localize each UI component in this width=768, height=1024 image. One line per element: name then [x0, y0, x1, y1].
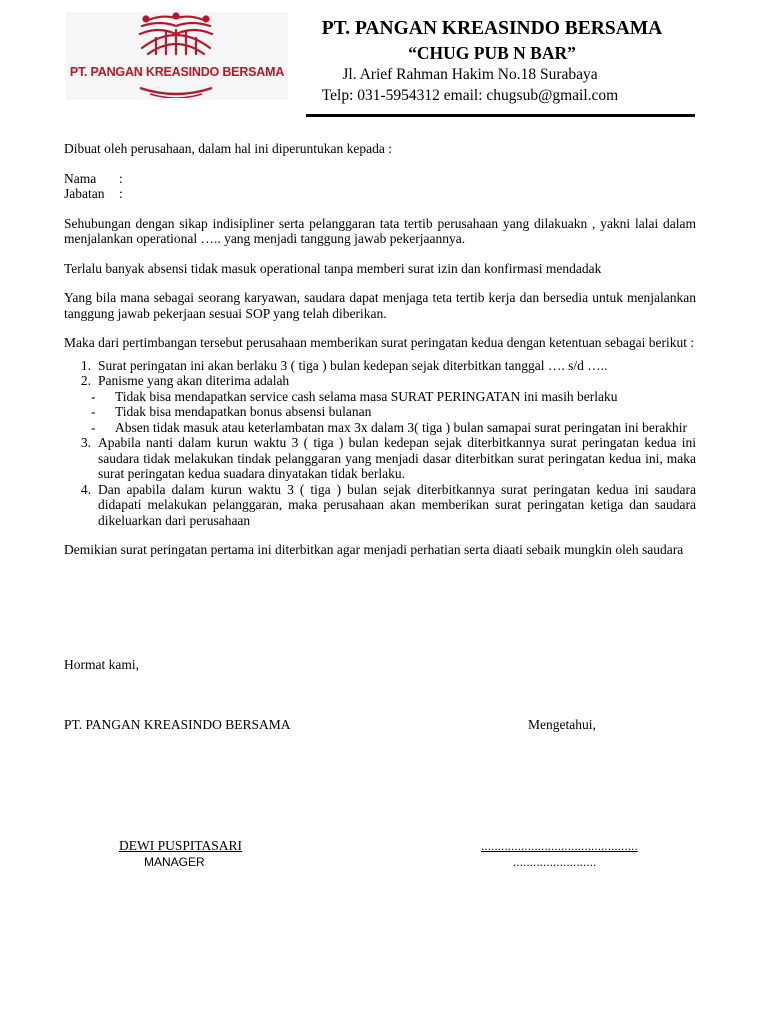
field-nama [64, 171, 696, 187]
list-text: Panisme yang akan diterima adalah [98, 373, 290, 388]
sublist-item [64, 404, 696, 420]
regards-text: Hormat kami, [64, 657, 139, 672]
signature-company: PT. PANGAN KREASINDO BERSAMA [64, 717, 291, 732]
terms-list [64, 358, 696, 529]
company-name: PT. PANGAN KREASINDO BERSAMA [321, 18, 663, 39]
list-number: 3. [80, 435, 91, 450]
paragraph-3: Yang bila mana sebagai seorang karyawan, saudara dapat menjaga teta tertib kerja dan bersedia untuk menjalankan tanggung jawab pekerjaan sesuai SOP yang telah diberikan. [64, 290, 696, 321]
intro-text: Dibuat oleh perusahaan, dalam hal ini diperuntukan kepada : [64, 141, 393, 156]
sublist-dash: - [91, 419, 96, 435]
recipient-fields [64, 171, 696, 202]
sublist-text: Absen tidak masuk atau keterlambatan max 3x dalam 3( tiga ) bulan samapai surat peringatan ini berakhir [115, 419, 688, 435]
letter-body [64, 141, 696, 558]
bridge-logo-icon [136, 12, 216, 68]
logo-company-text: PT. PANGAN KREASINDO BERSAMA [69, 65, 285, 79]
company-contact: Telp: 031-5954312 email: chugsub@gmail.com [321, 87, 619, 104]
signer-name: DEWI PUSPITASARI [119, 838, 243, 853]
company-address: Jl. Arief Rahman Hakim No.18 Surabaya [342, 66, 598, 83]
field-label: Nama [64, 170, 97, 186]
sublist-dash: - [91, 404, 96, 419]
company-subtitle: “CHUG PUB N BAR” [408, 43, 576, 63]
list-number: 4. [80, 481, 91, 497]
header-divider [306, 114, 695, 117]
sublist-text: Tidak bisa mendapatkan service cash selama masa SURAT PERINGATAN ini masih berlaku [115, 388, 618, 404]
paragraph-1: Sehubungan dengan sikap indisipliner serta pelanggaran tata tertib perusahaan yang dilakuakn , yakni lalai dalam menjalankan operational ….. yang menjadi tanggung jawab pekerjaannya. [64, 215, 696, 246]
field-label: Jabatan [64, 186, 105, 201]
blank-signature-title: ......................... [513, 855, 597, 869]
list-number: 1. [80, 357, 91, 373]
paragraph-4: Maka dari pertimbangan tersebut perusahaan memberikan surat peringatan kedua dengan ketentuan sebagai berikut : [64, 335, 695, 350]
signer-title: MANAGER [144, 855, 205, 869]
list-text: Apabila nanti dalam kurun waktu 3 ( tiga ) bulan kedepan sejak diterbitkannya surat peringatan kedua ini saudara tidak melakukan tindak pelanggaran yang menjadi dasar diterbitkan surat peringatan kedua ini, maka surat peringatan kedua suadara dinyatakan tidak berlaku. [98, 435, 696, 481]
sublist-item [64, 420, 696, 436]
field-separator: : [119, 186, 123, 201]
acknowledged-label: Mengetahui, [528, 717, 596, 732]
field-jabatan [64, 186, 696, 202]
list-text: Surat peringatan ini akan berlaku 3 ( tiga ) bulan kedepan sejak diterbitkan tanggal …. s/d ….. [98, 357, 608, 373]
field-separator: : [119, 170, 123, 186]
sublist-text: Tidak bisa mendapatkan bonus absensi bulanan [115, 404, 372, 419]
sublist-dash: - [91, 388, 96, 404]
paragraph-2: Terlalu banyak absensi tidak masuk operational tanpa memberi surat izin dan konfirmasi mendadak [64, 260, 602, 276]
sublist-container [64, 389, 696, 436]
list-item [64, 435, 696, 482]
penalty-sublist [64, 389, 696, 436]
closing-paragraph: Demikian surat peringatan pertama ini diterbitkan agar menjadi perhatian serta diaati sebaik mungkin oleh saudara [64, 542, 684, 557]
list-item [64, 482, 696, 529]
list-item [64, 373, 696, 389]
sublist-item [64, 389, 696, 405]
list-text: Dan apabila dalam kurun waktu 3 ( tiga ) bulan sejak diterbitkannya surat peringatan kedua ini saudara didapati melakukan pelanggaran, maka perusahaan akan memberikan surat peringatan ketiga dan saudara dikeluarkan dari perusahaan [98, 481, 696, 528]
company-logo [66, 12, 288, 100]
blank-signature-name: ............................................... [481, 839, 638, 853]
logo-wave-icon [136, 84, 216, 98]
list-number: 2. [80, 373, 91, 388]
list-item [64, 358, 696, 374]
